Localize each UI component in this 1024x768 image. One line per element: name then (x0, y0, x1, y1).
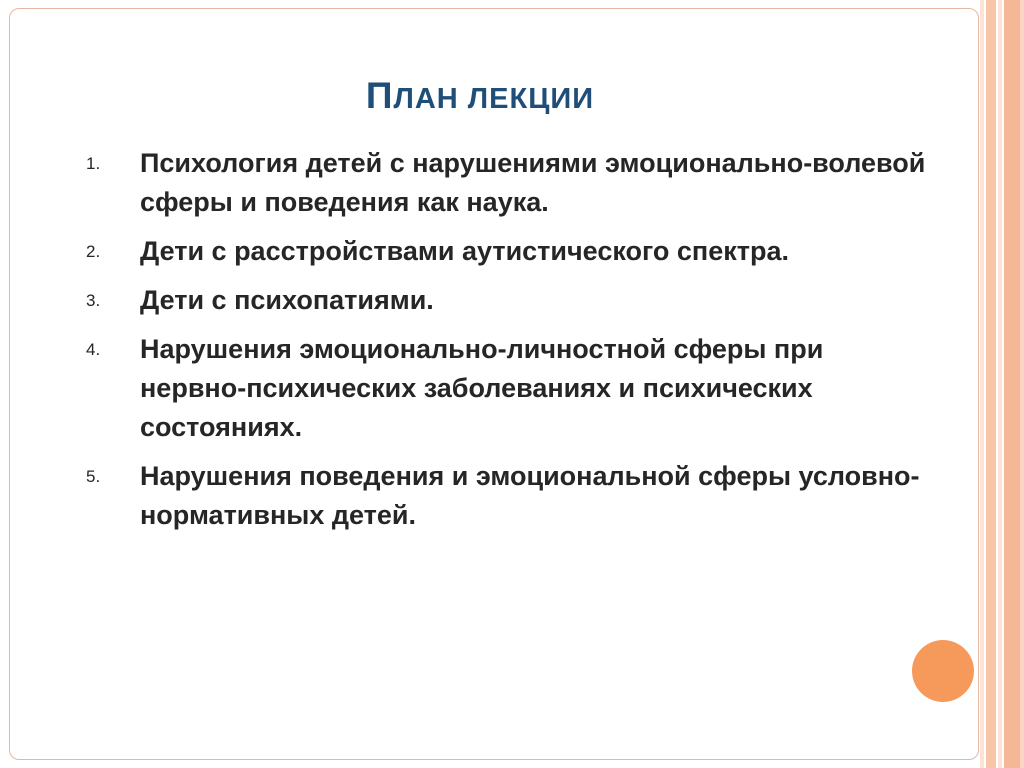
list-item-number: 5. (86, 467, 101, 486)
list-item (0, 281, 930, 320)
decorative-circle (912, 640, 974, 702)
title-initial: П (365, 75, 394, 116)
stripe (998, 0, 1002, 768)
list-item-text: Нарушения поведения и эмоциональной сферы условно-нормативных детей. (140, 461, 920, 530)
stripe (980, 0, 984, 768)
stripe (986, 0, 996, 768)
lecture-plan-list (0, 144, 930, 545)
slide-title (0, 76, 960, 124)
list-item-text: Дети с расстройствами аутистического спектра. (140, 236, 789, 266)
list-item-text: Психология детей с нарушениями эмоционально-волевой сферы и поведения как наука. (140, 148, 926, 217)
list-item (0, 330, 930, 447)
stripe (1004, 0, 1020, 768)
list-item-text: Нарушения эмоционально-личностной сферы при нервно-психических заболеваниях и психических состояниях. (140, 334, 824, 442)
list-item-number: 2. (86, 242, 101, 261)
list-item (0, 457, 930, 535)
list-item-number: 3. (86, 291, 101, 310)
list-item-text: Дети с психопатиями. (140, 285, 434, 315)
list-item-number: 4. (86, 340, 101, 359)
list-item (0, 232, 930, 271)
decorative-stripes (980, 0, 1024, 768)
list-item (0, 144, 930, 222)
list-item-number: 1. (86, 154, 101, 173)
title-rest: ЛАН ЛЕКЦИИ (393, 83, 595, 115)
stripe (1020, 0, 1024, 768)
